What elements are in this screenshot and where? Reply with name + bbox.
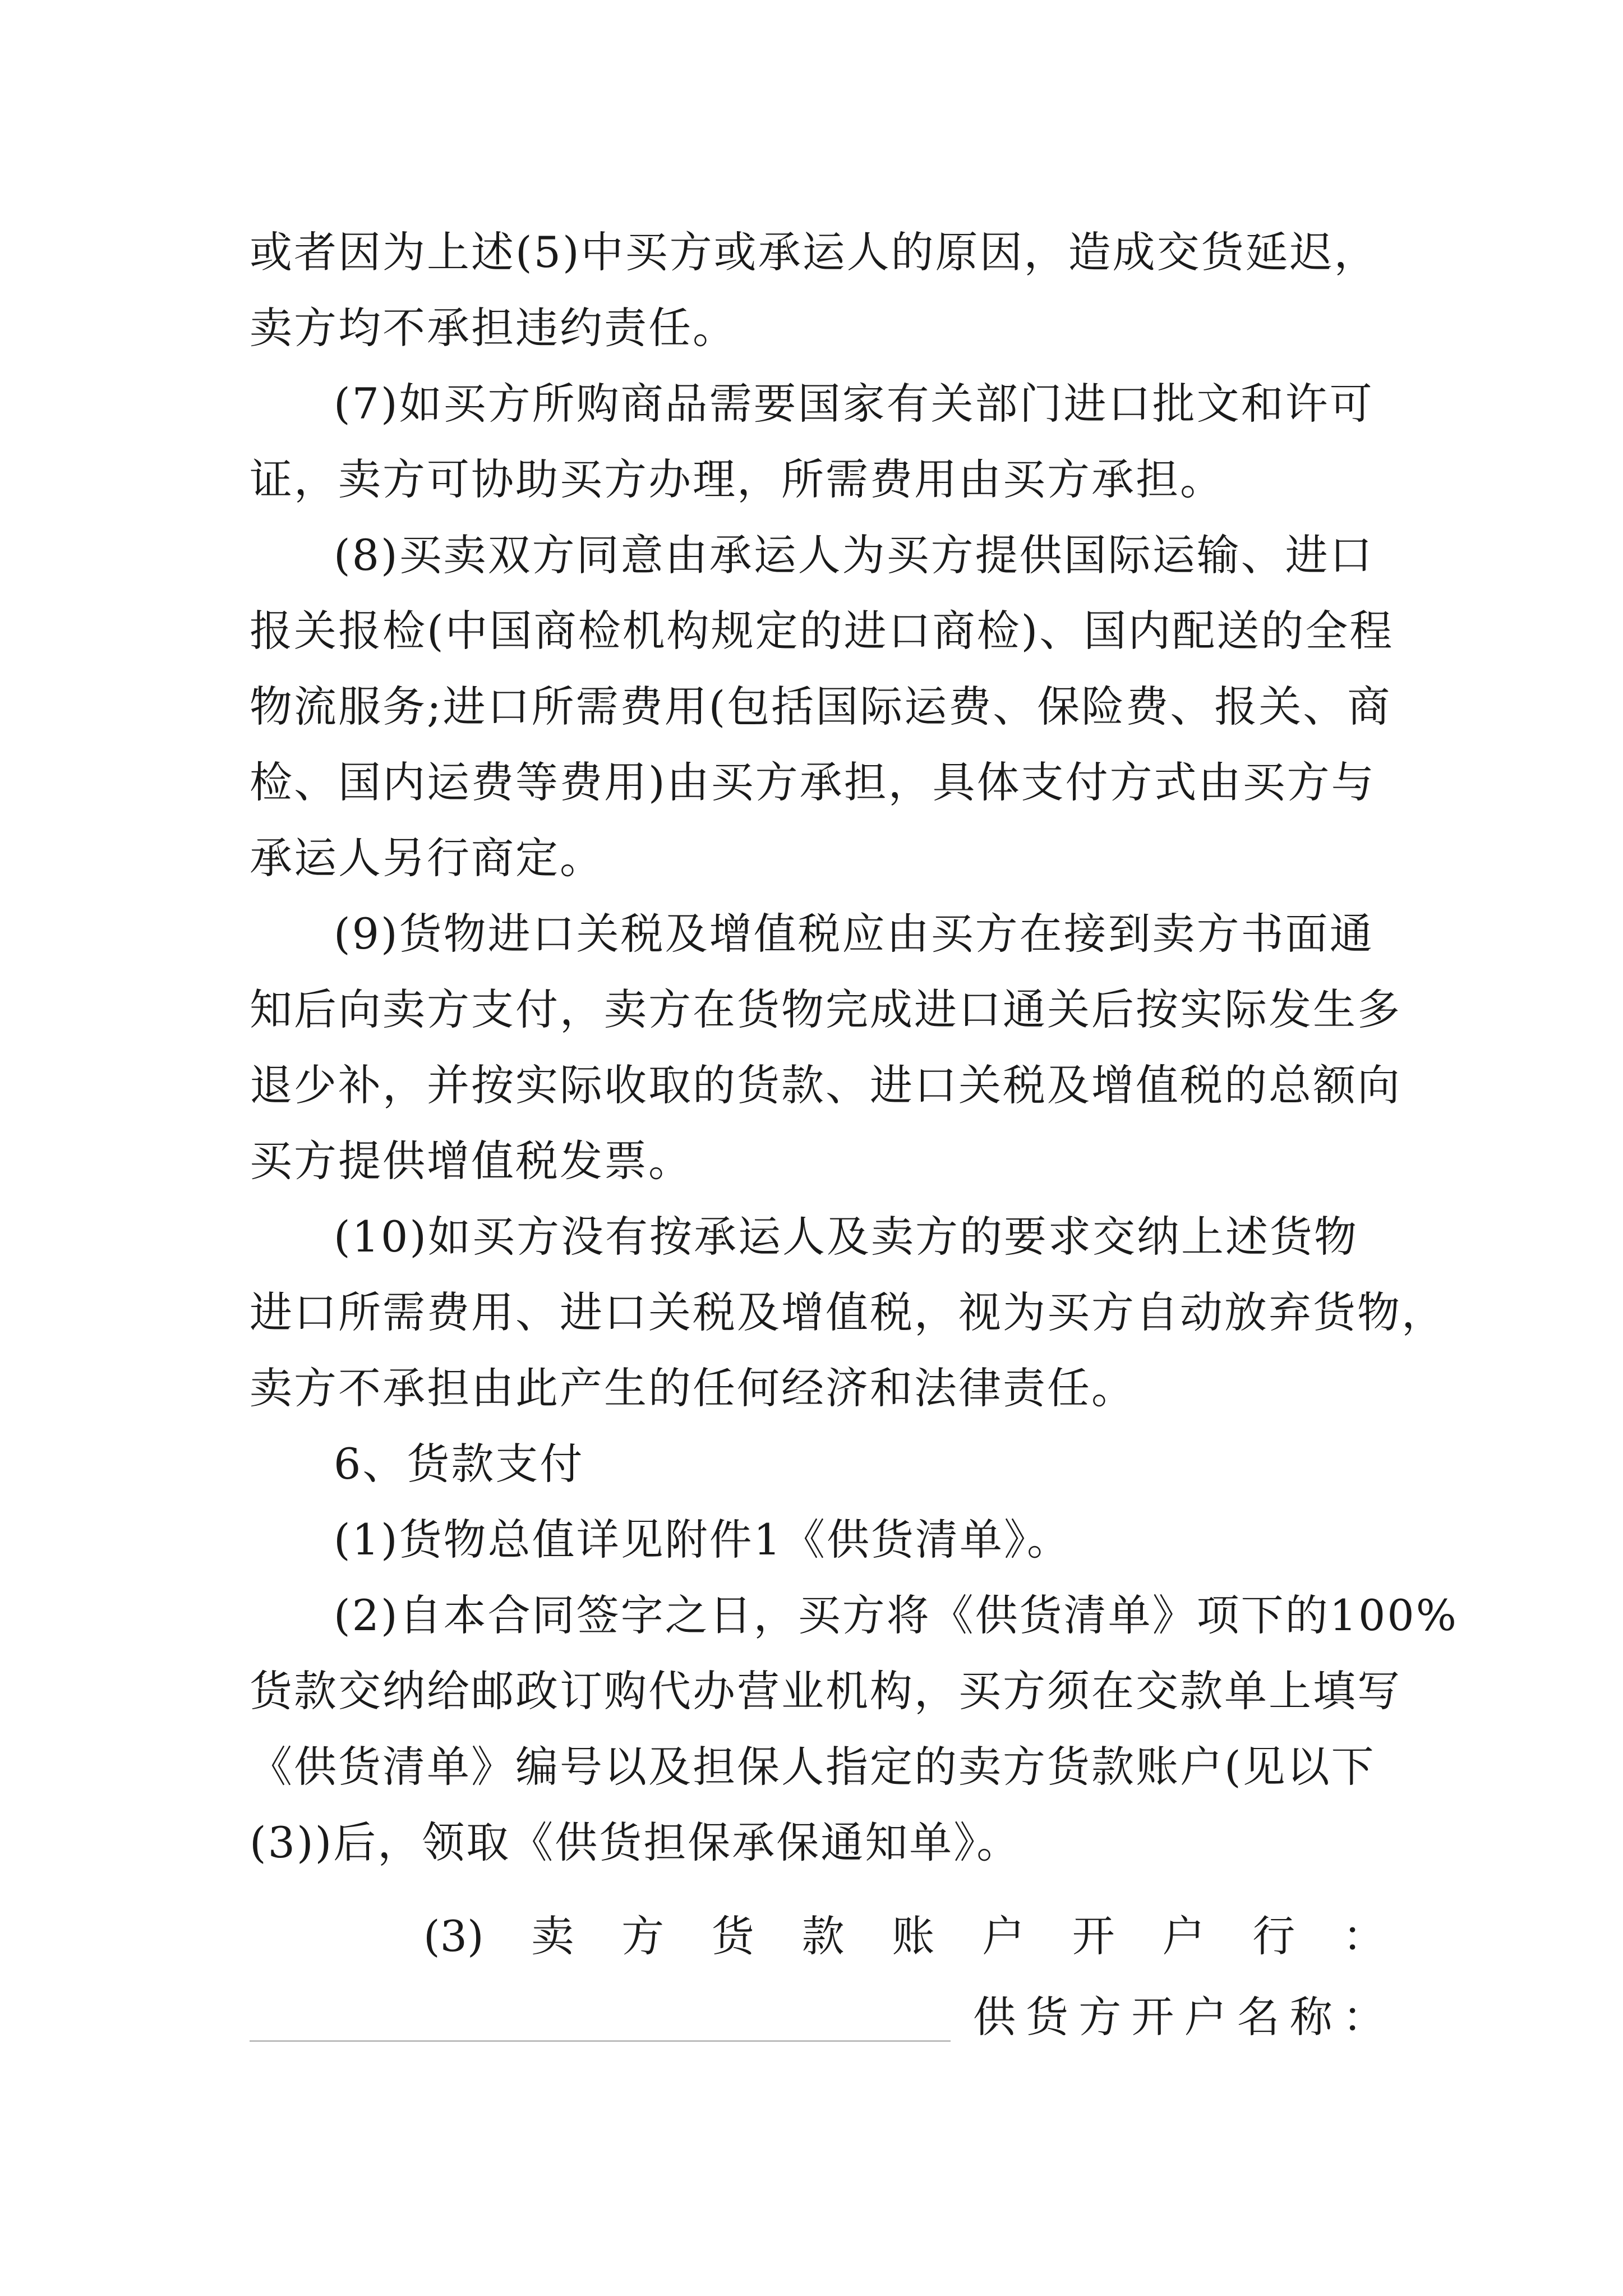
account-bank-token: 行 (1252, 1911, 1295, 1961)
text-line: 买方提供增值税发票。 (250, 1136, 693, 1186)
account-bank-token: 户 (982, 1911, 1025, 1961)
account-bank-token: (3) (423, 1911, 484, 1961)
supplier-name-label (951, 1992, 1385, 2042)
text-line: 货款交纳给邮政订购代办营业机构，买方须在交款单上填写 (250, 1666, 1401, 1716)
supplier-name-token: 户 (1184, 1992, 1227, 2042)
supplier-name-line (250, 1991, 1385, 2042)
account-bank-token: 户 (1162, 1911, 1205, 1961)
text-line: 进口所需费用、进口关税及增值税，视为买方自动放弃货物， (250, 1287, 1446, 1337)
text-line: (8)买卖双方同意由承运人为买方提供国际运输、进口 (334, 530, 1374, 580)
text-line: 退少补，并按实际收取的货款、进口关税及增值税的总额向 (250, 1060, 1401, 1110)
text-line: (7)如买方所购商品需要国家有关部门进口批文和许可 (334, 379, 1374, 429)
account-bank-token: ： (1343, 1911, 1385, 1961)
fill-in-blank (250, 2007, 951, 2042)
section-heading: 6、货款支付 (334, 1439, 584, 1489)
account-bank-line (423, 1911, 1385, 1961)
text-line: 证，卖方可协助买方办理，所需费用由买方承担。 (250, 454, 1224, 504)
text-line: 知后向卖方支付，卖方在货物完成进口通关后按实际发生多 (250, 984, 1401, 1034)
supplier-name-token: 货 (1026, 1992, 1069, 2042)
text-line: 卖方均不承担违约责任。 (250, 303, 737, 353)
supplier-name-token: 方 (1078, 1992, 1122, 2042)
account-bank-token: 货 (711, 1911, 754, 1961)
text-line: 或者因为上述(5)中买方或承运人的原因，造成交货延迟， (250, 227, 1378, 277)
text-line: 物流服务;进口所需费用(包括国际运费、保险费、报关、商 (250, 682, 1392, 731)
text-line: 卖方不承担由此产生的任何经济和法律责任。 (250, 1363, 1136, 1413)
text-line: 检、国内运费等费用)由买方承担，具体支付方式由买方与 (250, 757, 1376, 807)
text-line: (1)货物总值详见附件1《供货清单》。 (334, 1515, 1072, 1565)
text-line: (9)货物进口关税及增值税应由买方在接到卖方书面通 (334, 909, 1374, 959)
supplier-name-token: 供 (973, 1992, 1016, 2042)
account-bank-token: 方 (621, 1911, 665, 1961)
text-line: 承运人另行商定。 (250, 833, 604, 883)
supplier-name-token: 称 (1289, 1992, 1332, 2042)
text-line: 报关报检(中国商检机构规定的进口商检)、国内配送的全程 (250, 606, 1394, 656)
account-bank-token: 卖 (531, 1911, 574, 1961)
account-bank-token: 款 (801, 1911, 845, 1961)
account-bank-token: 开 (1072, 1911, 1115, 1961)
account-bank-token: 账 (892, 1911, 935, 1961)
text-line: 《供货清单》编号以及担保人指定的卖方货款账户(见以下 (250, 1742, 1376, 1792)
supplier-name-token: 名 (1237, 1992, 1280, 2042)
text-line: (2)自本合同签字之日，买方将《供货清单》项下的100% (334, 1590, 1458, 1640)
text-line: (10)如买方没有按承运人及卖方的要求交纳上述货物 (334, 1212, 1359, 1262)
supplier-name-token: ： (1342, 1992, 1385, 2042)
supplier-name-token: 开 (1131, 1992, 1174, 2042)
text-line: (3))后，领取《供货担保承保通知单》。 (250, 1818, 1021, 1867)
